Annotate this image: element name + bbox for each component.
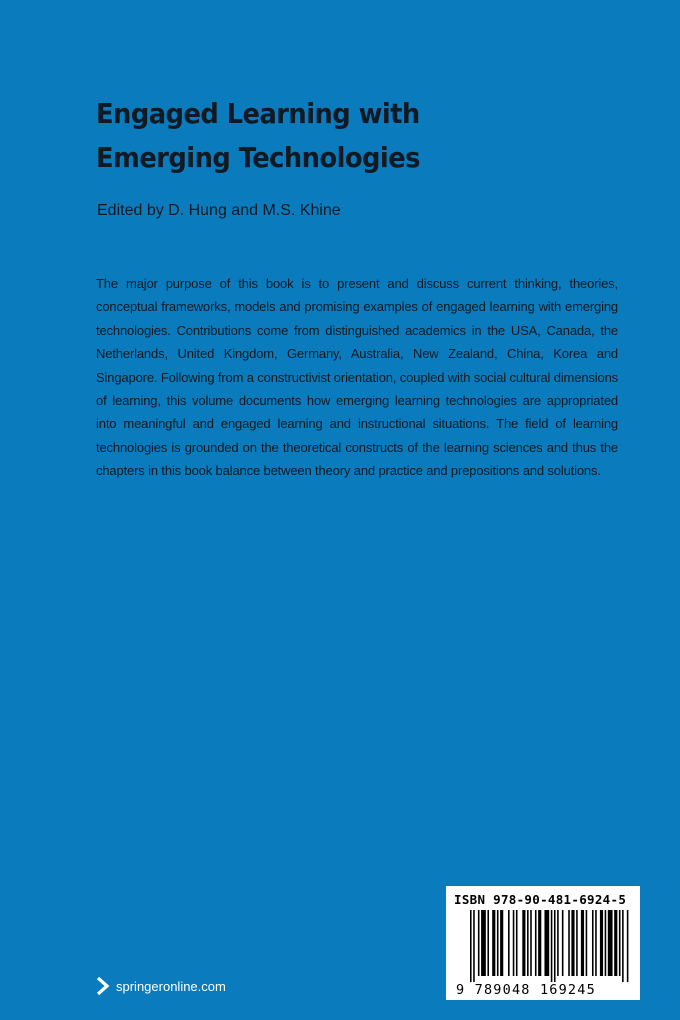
barcode-bar <box>581 910 584 976</box>
barcode-bar <box>478 910 480 976</box>
ean-digits: 9 789048 169245 <box>456 982 596 998</box>
barcode-bar <box>470 910 472 982</box>
barcode-bar <box>522 910 525 976</box>
barcode-panel <box>446 886 640 1000</box>
barcode-bar <box>622 910 624 982</box>
barcode-bar <box>605 910 607 976</box>
isbn-label: ISBN 978-90-481-6924-5 <box>454 892 627 907</box>
barcode-bar <box>592 910 594 976</box>
barcode-bar <box>595 910 597 976</box>
barcode-bar <box>497 910 499 976</box>
barcode-bar <box>557 910 559 976</box>
book-title-line-2: Emerging Technologies <box>96 141 420 174</box>
book-title-line-1: Engaged Learning with <box>96 97 420 130</box>
barcode-bar <box>562 910 564 976</box>
barcode-bar <box>551 910 553 982</box>
barcode-bar <box>600 910 603 976</box>
barcode-bar <box>492 910 495 976</box>
barcode-image <box>470 910 630 982</box>
book-title <box>96 92 538 180</box>
publisher-link[interactable] <box>96 976 226 996</box>
barcode-bar <box>535 910 537 976</box>
barcode-bar <box>513 910 515 976</box>
editors-line: Edited by D. Hung and M.S. Khine <box>97 202 341 219</box>
barcode-bar <box>576 910 578 976</box>
publisher-url: springeronline.com <box>116 978 226 994</box>
barcode-bar <box>508 910 510 976</box>
chevron-right-icon <box>96 976 110 996</box>
barcode-bar <box>500 910 503 976</box>
barcode-bar <box>554 910 556 982</box>
barcode-bar <box>608 910 613 976</box>
barcode-bar <box>516 910 518 976</box>
barcode-bar <box>586 910 588 976</box>
barcode-bar <box>473 910 475 982</box>
barcode-bar <box>544 910 549 976</box>
barcode-bar <box>538 910 541 976</box>
barcode-bar <box>571 910 574 976</box>
barcode-bar <box>481 910 486 976</box>
barcode-bar <box>487 910 489 976</box>
barcode-bar <box>627 910 629 982</box>
barcode-bar <box>527 910 529 976</box>
book-description: The major purpose of this book is to present and discuss current thinking, theories, conceptual frameworks, models and promising examples of engaged learning with emerging technologies. Contributions come from distinguished academics in the USA, Canada, the Netherlands, United Kingdom, Germany, Australia, New Zealand, China, Korea and Singapore. Following from a constructivist orientation, coupled with social cultural dimensions of learning, this volume documents how emerging learning technologies are appropriated into meaningful and engaged learning and instructional situations. The field of learning technologies is grounded on the theoretical constructs of the learning sciences and thus the chapters in this book balance between theory and practice and prepositions and solutions. <box>96 276 618 479</box>
barcode-bar <box>568 910 570 976</box>
barcode-bar <box>619 910 621 976</box>
barcode-bar <box>530 910 532 976</box>
barcode-bar <box>614 910 617 976</box>
